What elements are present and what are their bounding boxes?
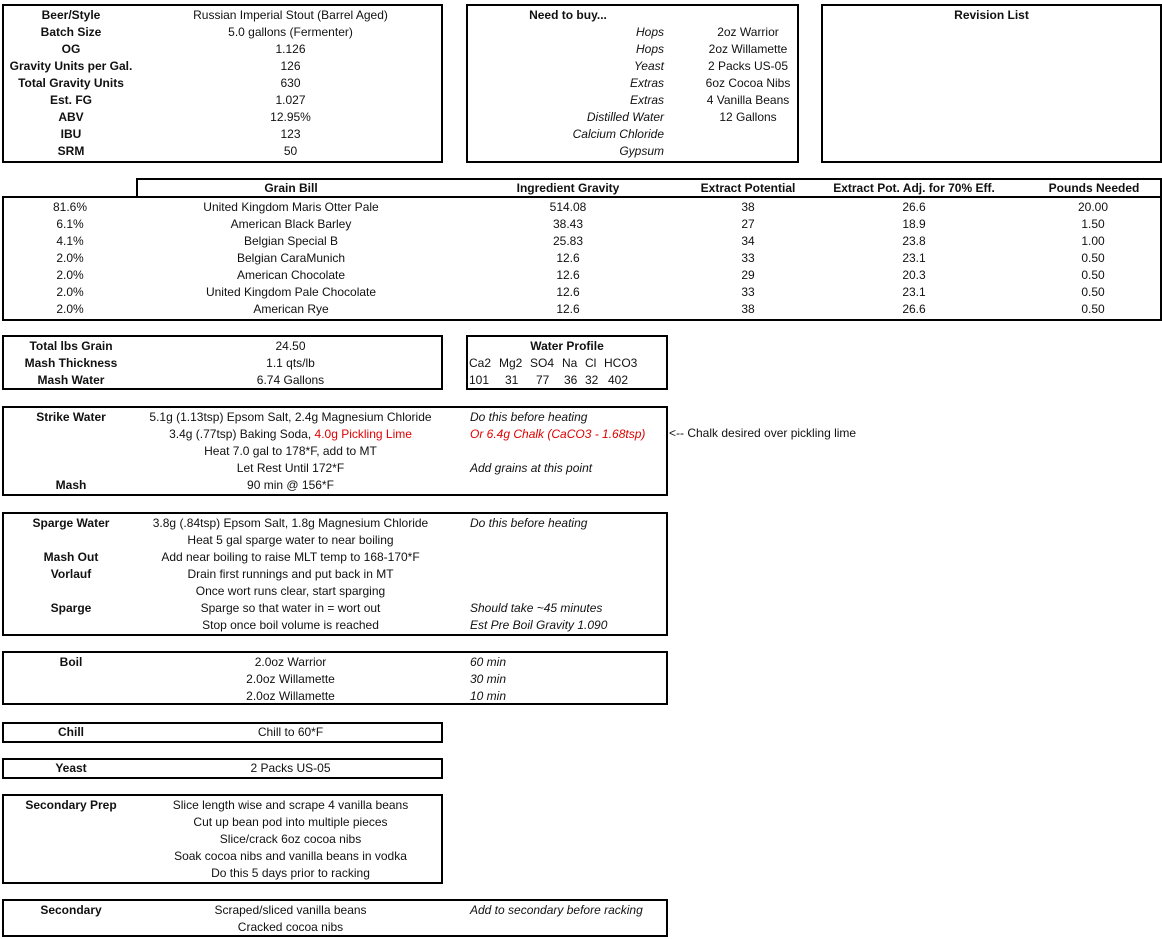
grain-percent: 6.1% bbox=[56, 217, 84, 231]
summary-row bbox=[4, 92, 441, 109]
water-ion-value: 32 bbox=[585, 373, 599, 387]
summary-value: Russian Imperial Stout (Barrel Aged) bbox=[193, 8, 388, 22]
grain-pounds: 0.50 bbox=[1081, 302, 1105, 316]
summary-value: 1.027 bbox=[275, 93, 306, 107]
recipe-summary-box bbox=[2, 4, 443, 163]
water-ion-value: 402 bbox=[608, 373, 629, 387]
step-row bbox=[4, 902, 666, 919]
shopping-item-name bbox=[678, 143, 818, 160]
water-ion-value: 36 bbox=[564, 373, 578, 387]
step-text: Do this 5 days prior to racking bbox=[211, 866, 370, 880]
step-text: Let Rest Until 172*F bbox=[236, 461, 345, 475]
grain-adjusted: 23.1 bbox=[902, 251, 926, 265]
grain-potential: 38 bbox=[741, 302, 755, 316]
grain-potential: 27 bbox=[741, 217, 755, 231]
step-row bbox=[4, 600, 666, 617]
grain-name: United Kingdom Maris Otter Pale bbox=[203, 200, 379, 214]
shopping-item bbox=[468, 75, 797, 92]
step-row bbox=[4, 443, 666, 460]
yeast-box bbox=[2, 758, 443, 779]
grain-row bbox=[4, 233, 1160, 250]
potential-column-header: Extract Potential bbox=[700, 181, 796, 195]
hop-addition: 2.0oz Warrior bbox=[254, 655, 327, 669]
step-row bbox=[4, 477, 666, 494]
step-text-highlight: 4.0g Pickling Lime bbox=[314, 427, 412, 441]
water-ion-row bbox=[468, 355, 666, 372]
grain-row bbox=[4, 250, 1160, 267]
step-label: Strike Water bbox=[36, 410, 106, 424]
hop-addition-row bbox=[4, 688, 666, 705]
summary-value: 50 bbox=[283, 144, 298, 158]
step-label: Mash bbox=[55, 478, 87, 492]
revision-list-title: Revision List bbox=[954, 8, 1029, 22]
step-row bbox=[4, 515, 666, 532]
grain-pounds: 0.50 bbox=[1081, 285, 1105, 299]
grain-row bbox=[4, 199, 1160, 216]
shopping-item-name: 2oz Willamette bbox=[708, 42, 788, 56]
step-row bbox=[4, 865, 441, 882]
sparge-box bbox=[2, 512, 668, 636]
hop-time: 30 min bbox=[470, 672, 507, 686]
shopping-item bbox=[468, 58, 797, 75]
step-row bbox=[4, 848, 441, 865]
shopping-category: Calcium Chloride bbox=[572, 127, 664, 141]
need-to-buy-header bbox=[468, 7, 797, 24]
shopping-category: Extras bbox=[629, 93, 664, 107]
summary-row bbox=[4, 109, 441, 126]
mash-info-box bbox=[2, 335, 443, 390]
water-ion-value: 101 bbox=[469, 373, 490, 387]
step-row bbox=[4, 919, 666, 936]
step-note: Should take ~45 minutes bbox=[470, 601, 603, 615]
grain-bill-header bbox=[136, 178, 1162, 198]
step-label: Sparge bbox=[50, 601, 92, 615]
step-note: Do this before heating bbox=[470, 410, 588, 424]
shopping-item bbox=[468, 143, 797, 160]
step-text: Add near boiling to raise MLT temp to 168-170*F bbox=[161, 550, 420, 564]
hop-time: 60 min bbox=[470, 655, 507, 669]
step-note: Est Pre Boil Gravity 1.090 bbox=[470, 618, 608, 632]
step-text: Heat 7.0 gal to 178*F, add to MT bbox=[204, 444, 377, 458]
grain-percent: 2.0% bbox=[56, 285, 84, 299]
step-label: Mash Out bbox=[43, 550, 99, 564]
step-note: Do this before heating bbox=[470, 516, 588, 530]
step-row bbox=[4, 760, 441, 777]
grain-percent: 2.0% bbox=[56, 251, 84, 265]
water-ion-label: Na bbox=[562, 356, 578, 370]
pounds-column-header: Pounds Needed bbox=[1048, 181, 1140, 195]
grain-adjusted: 20.3 bbox=[902, 268, 926, 282]
step-row bbox=[4, 460, 666, 477]
mash-info-label: Mash Thickness bbox=[24, 356, 118, 370]
step-note-alternative: Or 6.4g Chalk (CaCO3 - 1.68tsp) bbox=[470, 427, 646, 441]
hop-addition: 2.0oz Willamette bbox=[246, 672, 335, 686]
grain-bill-table bbox=[2, 196, 1162, 321]
shopping-item bbox=[468, 92, 797, 109]
grain-percent: 81.6% bbox=[52, 200, 88, 214]
hop-addition-row bbox=[4, 654, 666, 671]
summary-row bbox=[4, 24, 441, 41]
mash-info-row bbox=[4, 355, 441, 372]
grain-name: American Chocolate bbox=[236, 268, 346, 282]
grain-bill-column-header: Grain Bill bbox=[264, 181, 318, 195]
summary-row bbox=[4, 58, 441, 75]
step-label: Sparge Water bbox=[32, 516, 110, 530]
step-row bbox=[4, 409, 666, 426]
hop-addition: 2.0oz Willamette bbox=[246, 689, 335, 703]
chalk-side-note: <-- Chalk desired over pickling lime bbox=[669, 426, 857, 440]
grain-gravity: 25.83 bbox=[552, 234, 584, 248]
grain-name: United Kingdom Pale Chocolate bbox=[205, 285, 377, 299]
grain-name: American Black Barley bbox=[230, 217, 352, 231]
step-text: 90 min @ 156*F bbox=[247, 478, 334, 492]
mash-info-label: Mash Water bbox=[37, 373, 105, 387]
mash-info-value: 1.1 qts/lb bbox=[266, 356, 315, 370]
step-row bbox=[4, 426, 666, 443]
revision-list-box bbox=[821, 4, 1162, 163]
need-to-buy-title: Need to buy... bbox=[529, 8, 607, 22]
water-profile-header bbox=[468, 338, 666, 355]
grain-name: American Rye bbox=[253, 302, 329, 316]
grain-adjusted: 26.6 bbox=[902, 302, 926, 316]
summary-value: 5.0 gallons (Fermenter) bbox=[228, 25, 353, 39]
grain-pounds: 1.50 bbox=[1081, 217, 1105, 231]
step-text-wrapper bbox=[138, 426, 443, 443]
grain-row bbox=[4, 216, 1160, 233]
shopping-category: Extras bbox=[629, 76, 664, 90]
summary-label: Batch Size bbox=[40, 25, 102, 39]
shopping-item-name: 12 Gallons bbox=[719, 110, 777, 124]
summary-label: IBU bbox=[60, 127, 82, 141]
step-text: Chill to 60*F bbox=[257, 725, 324, 739]
step-text: Drain first runnings and put back in MT bbox=[187, 567, 394, 581]
step-text: 5.1g (1.13tsp) Epsom Salt, 2.4g Magnesium Chloride bbox=[149, 410, 432, 424]
step-text: Once wort runs clear, start sparging bbox=[195, 584, 386, 598]
grain-row bbox=[4, 301, 1160, 318]
step-text: Sparge so that water in = wort out bbox=[200, 601, 381, 615]
shopping-item-name: 4 Vanilla Beans bbox=[706, 93, 790, 107]
shopping-item bbox=[468, 41, 797, 58]
summary-value: 1.126 bbox=[275, 42, 306, 56]
grain-pounds: 1.00 bbox=[1081, 234, 1105, 248]
summary-label: Total Gravity Units bbox=[18, 76, 124, 90]
step-text: Stop once boil volume is reached bbox=[202, 618, 379, 632]
grain-row bbox=[4, 284, 1160, 301]
shopping-item bbox=[468, 126, 797, 143]
step-text: Slice length wise and scrape 4 vanilla beans bbox=[172, 798, 409, 812]
grain-pounds: 0.50 bbox=[1081, 268, 1105, 282]
summary-label: Beer/Style bbox=[41, 8, 101, 22]
hop-addition-row bbox=[4, 671, 666, 688]
step-text: Cut up bean pod into multiple pieces bbox=[193, 815, 388, 829]
step-row bbox=[4, 583, 666, 600]
summary-row bbox=[4, 126, 441, 143]
summary-value: 126 bbox=[280, 59, 301, 73]
grain-gravity: 12.6 bbox=[556, 285, 580, 299]
summary-row bbox=[4, 143, 441, 160]
summary-label: Est. FG bbox=[49, 93, 92, 107]
grain-potential: 29 bbox=[741, 268, 755, 282]
shopping-category: Gypsum bbox=[619, 144, 664, 158]
mash-info-value: 24.50 bbox=[275, 339, 306, 353]
water-profile-title: Water Profile bbox=[530, 339, 604, 353]
boil-box bbox=[2, 651, 668, 705]
grain-adjusted: 18.9 bbox=[902, 217, 926, 231]
step-text: Heat 5 gal sparge water to near boiling bbox=[187, 533, 394, 547]
shopping-item-name: 6oz Cocoa Nibs bbox=[705, 76, 791, 90]
grain-adjusted: 23.1 bbox=[902, 285, 926, 299]
secondary-box bbox=[2, 899, 668, 937]
step-row bbox=[4, 566, 666, 583]
step-row bbox=[4, 831, 441, 848]
grain-gravity: 38.43 bbox=[552, 217, 584, 231]
grain-potential: 33 bbox=[741, 251, 755, 265]
water-ion-label: Cl bbox=[585, 356, 597, 370]
step-row bbox=[4, 617, 666, 634]
water-ion-label: SO4 bbox=[530, 356, 555, 370]
mash-info-value: 6.74 Gallons bbox=[256, 373, 325, 387]
step-note: Add grains at this point bbox=[470, 461, 593, 475]
grain-pounds: 0.50 bbox=[1081, 251, 1105, 265]
mash-info-row bbox=[4, 338, 441, 355]
summary-label: Gravity Units per Gal. bbox=[9, 59, 133, 73]
shopping-category: Hops bbox=[635, 42, 664, 56]
step-text: Soak cocoa nibs and vanilla beans in vodka bbox=[174, 849, 407, 863]
water-ion-label: HCO3 bbox=[604, 356, 638, 370]
step-label: Chill bbox=[58, 725, 84, 739]
grain-gravity: 12.6 bbox=[556, 302, 580, 316]
grain-gravity: 514.08 bbox=[549, 200, 587, 214]
summary-label: OG bbox=[61, 42, 81, 56]
summary-label: ABV bbox=[58, 110, 84, 124]
step-label: Yeast bbox=[55, 761, 87, 775]
gravity-column-header: Ingredient Gravity bbox=[516, 181, 620, 195]
step-text: 3.8g (.84tsp) Epsom Salt, 1.8g Magnesium Chloride bbox=[152, 516, 429, 530]
grain-percent: 4.1% bbox=[56, 234, 84, 248]
grain-gravity: 12.6 bbox=[556, 251, 580, 265]
shopping-category: Hops bbox=[635, 25, 664, 39]
summary-value: 123 bbox=[280, 127, 301, 141]
shopping-item-name bbox=[678, 126, 818, 143]
summary-row bbox=[4, 41, 441, 58]
step-row bbox=[4, 797, 441, 814]
water-profile-box bbox=[466, 335, 668, 390]
step-label: Secondary bbox=[40, 903, 102, 917]
summary-value: 12.95% bbox=[270, 110, 311, 124]
grain-name: Belgian CaraMunich bbox=[236, 251, 346, 265]
shopping-item bbox=[468, 24, 797, 41]
step-text: Cracked cocoa nibs bbox=[237, 920, 344, 934]
grain-pounds: 20.00 bbox=[1077, 200, 1109, 214]
water-ion-label: Ca2 bbox=[469, 356, 492, 370]
step-text: Scraped/sliced vanilla beans bbox=[214, 903, 367, 917]
summary-value: 630 bbox=[280, 76, 301, 90]
adjusted-potential-column-header: Extract Pot. Adj. for 70% Eff. bbox=[833, 181, 995, 195]
step-row bbox=[4, 814, 441, 831]
revision-list-header bbox=[823, 7, 1160, 24]
need-to-buy-box bbox=[466, 4, 799, 163]
step-note: Add to secondary before racking bbox=[470, 903, 643, 917]
step-text: 3.4g (.77tsp) Baking Soda, bbox=[169, 427, 315, 441]
hop-time: 10 min bbox=[470, 689, 507, 703]
grain-potential: 33 bbox=[741, 285, 755, 299]
water-ion-value: 31 bbox=[505, 373, 519, 387]
grain-row bbox=[4, 267, 1160, 284]
water-ion-value: 77 bbox=[536, 373, 550, 387]
secondary-prep-box bbox=[2, 794, 443, 884]
summary-label: SRM bbox=[57, 144, 85, 158]
shopping-item bbox=[468, 109, 797, 126]
summary-row bbox=[4, 7, 441, 24]
water-ion-label: Mg2 bbox=[499, 356, 523, 370]
grain-percent: 2.0% bbox=[56, 302, 84, 316]
summary-row bbox=[4, 75, 441, 92]
grain-name: Belgian Special B bbox=[243, 234, 339, 248]
step-row bbox=[4, 532, 666, 549]
chill-box bbox=[2, 722, 443, 743]
step-label: Vorlauf bbox=[50, 567, 92, 581]
step-text: 2 Packs US-05 bbox=[250, 761, 331, 775]
step-label: Secondary Prep bbox=[25, 798, 117, 812]
grain-potential: 38 bbox=[741, 200, 755, 214]
step-row bbox=[4, 724, 441, 741]
grain-adjusted: 26.6 bbox=[902, 200, 926, 214]
grain-gravity: 12.6 bbox=[556, 268, 580, 282]
shopping-item-name: 2 Packs US-05 bbox=[707, 59, 789, 73]
strike-water-box bbox=[2, 406, 668, 496]
mash-info-row bbox=[4, 372, 441, 389]
shopping-item-name: 2oz Warrior bbox=[717, 25, 779, 39]
step-text: Slice/crack 6oz cocoa nibs bbox=[219, 832, 362, 846]
step-row bbox=[4, 549, 666, 566]
step-label: Boil bbox=[59, 655, 83, 669]
grain-adjusted: 23.8 bbox=[902, 234, 926, 248]
shopping-category: Distilled Water bbox=[586, 110, 664, 124]
grain-potential: 34 bbox=[741, 234, 755, 248]
mash-info-label: Total lbs Grain bbox=[29, 339, 113, 353]
shopping-category: Yeast bbox=[633, 59, 664, 73]
grain-percent: 2.0% bbox=[56, 268, 84, 282]
water-value-row bbox=[468, 372, 666, 389]
